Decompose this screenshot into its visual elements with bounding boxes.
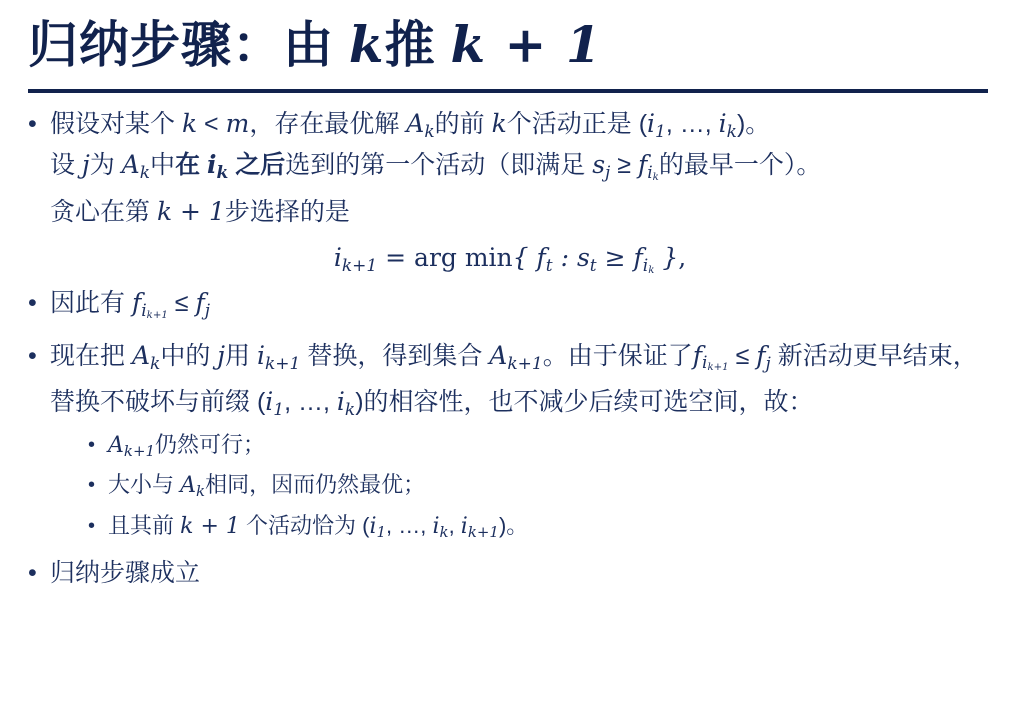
sub-list-item bbox=[88, 510, 992, 548]
sub-list-item bbox=[88, 429, 992, 467]
list-item bbox=[28, 107, 992, 230]
bullet-text: 现在把 $A_k$中的 j用 $i_{k+1}$ 替换，得到集合 $A_{k+1}$。由于保证了$f_{ik+1} \le f_j$ 新活动更早结束，替换不破坏与前缀 ($i_1$, …, $i_k$)的相容性，也不减少后续可选空间，故： • $A_{k+1}$仍然可行； • 大小与 $A_k$相同，因而仍然最优； • 且其前 k + 1 个活动恰为 ($i_1$, …, $i_k$, $i_{k+1}$)。 bbox=[50, 339, 992, 550]
bullet-marker: • bbox=[28, 109, 37, 138]
title-text-part-3: 推 bbox=[384, 17, 436, 73]
sub-bullet-text: 大小与 $A_k$相同，因而仍然最优； bbox=[108, 472, 426, 501]
slide-title bbox=[0, 0, 1016, 77]
bullet-line: 贪心在第 k + 1步选择的是 bbox=[50, 197, 350, 227]
bullet-marker: • bbox=[28, 288, 37, 317]
list-item bbox=[28, 556, 992, 590]
sub-bullet-text: 且其前 k + 1 个活动恰为 ($i_1$, …, $i_k$, $i_{k+1}$)。 bbox=[108, 512, 529, 541]
display-equation: $i_{k+1}$ = arg min{ $f_t$ : $s_t \ge f_{ik}$ }, bbox=[333, 243, 687, 276]
sub-bullet-marker: • bbox=[88, 514, 96, 537]
title-math-k-plus-1: k + 1 bbox=[450, 15, 602, 74]
sub-bullet-text: $A_{k+1}$仍然可行； bbox=[108, 432, 266, 461]
title-text-part-1: 归纳步骤： bbox=[28, 17, 283, 73]
slide-content bbox=[0, 93, 1016, 590]
bullet-text: 归纳步骤成立 bbox=[50, 558, 201, 587]
bullet-text: 因此有 $f_{ik+1} \le f_j$ bbox=[50, 287, 211, 321]
bullet-marker: • bbox=[28, 341, 37, 370]
bullet-line: 假设对某个 k < m，存在最优解 $A_k$的前 k个活动正是 ($i_1$, …, $i_k$)。 bbox=[50, 108, 771, 142]
title-text-part-2: 由 bbox=[283, 17, 334, 73]
list-item bbox=[28, 286, 992, 333]
sub-bullet-marker: • bbox=[88, 474, 96, 497]
bullet-marker: • bbox=[28, 558, 37, 587]
bullet-text bbox=[50, 107, 992, 230]
bullet-line: 设 j为 $A_k$中在 $i_k$ 之后选到的第一个活动（即满足 $s_j \ge f_{ik}$的最早一个）。 bbox=[50, 150, 822, 184]
title-math-k: k bbox=[348, 15, 385, 74]
sub-list-item bbox=[88, 469, 992, 507]
sub-list bbox=[88, 429, 992, 548]
list-item bbox=[28, 339, 992, 550]
sub-bullet-marker: • bbox=[88, 434, 96, 457]
